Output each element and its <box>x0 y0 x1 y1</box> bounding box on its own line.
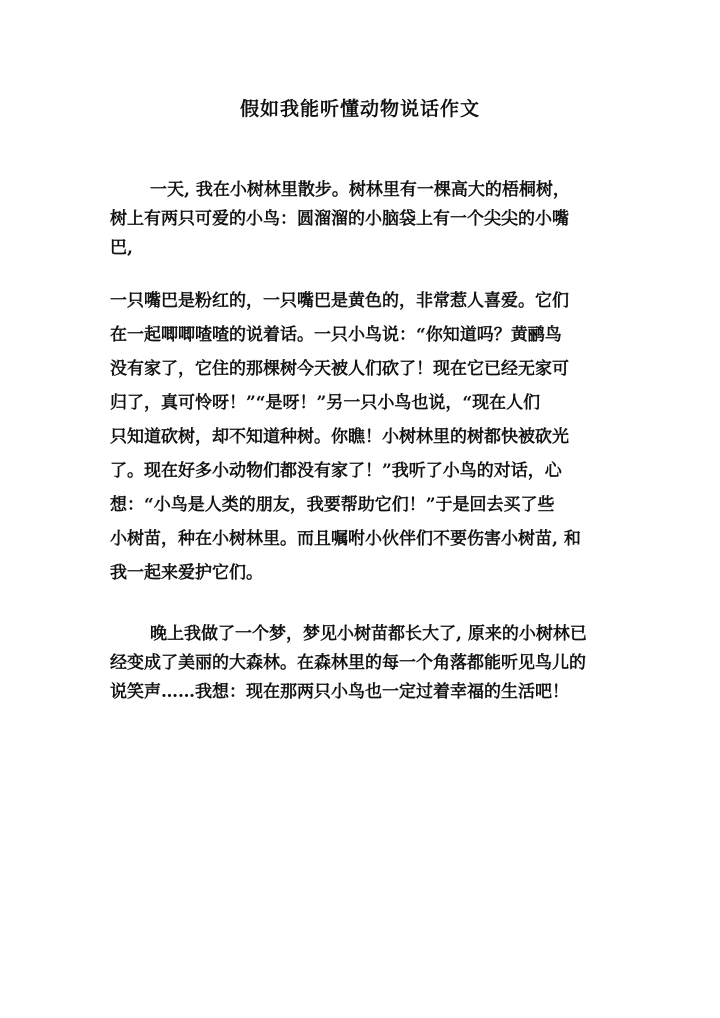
text-line: 想：“小鸟是人类的朋友，我要帮助它们！”于是回去买了些 <box>110 495 555 515</box>
essay-title: 假如我能听懂动物说话作文 <box>239 98 480 120</box>
text-line: 树上有两只可爱的小鸟：圆溜溜的小脑袋上有一个尖尖的小嘴 <box>110 209 569 229</box>
text-line: 一只嘴巴是粉红的，一只嘴巴是黄色的，非常惹人喜爱。它们 <box>110 291 569 311</box>
text-line: 没有家了，它住的那棵树今天被人们砍了！现在它已经无家可 <box>110 359 569 379</box>
text-line: 说笑声……我想：现在那两只小鸟也一定过着幸福的生活吧！ <box>110 682 569 702</box>
text-line: 经变成了美丽的大森林。在森林里的每一个角落都能听见鸟儿的 <box>110 653 586 673</box>
text-line: 我一起来爱护它们。 <box>110 563 263 583</box>
paragraph-3 <box>110 620 620 707</box>
paragraph-2 <box>110 284 620 590</box>
paragraph-1 <box>110 176 620 263</box>
text-line: 在一起唧唧喳喳的说着话。一只小鸟说：“你知道吗？黄鹂鸟 <box>110 325 562 345</box>
text-line: 巴, <box>110 238 133 258</box>
text-line: 只知道砍树，却不知道种树。你瞧！小树林里的树都快被砍光 <box>110 427 569 447</box>
text-line: 了。现在好多小动物们都没有家了！”我听了小鸟的对话，心 <box>110 461 562 481</box>
text-line: 晚上我做了一个梦，梦见小树苗都长大了, 原来的小树林已 <box>150 624 587 644</box>
text-line: 一天, 我在小树林里散步。树林里有一棵高大的梧桐树， <box>150 180 570 200</box>
text-line: 小树苗，种在小树林里。而且嘱咐小伙伴们不要伤害小树苗, 和 <box>110 529 581 549</box>
text-line: 归了，真可怜呀！”“是呀！”另一只小鸟也说，“现在人们 <box>110 393 541 413</box>
